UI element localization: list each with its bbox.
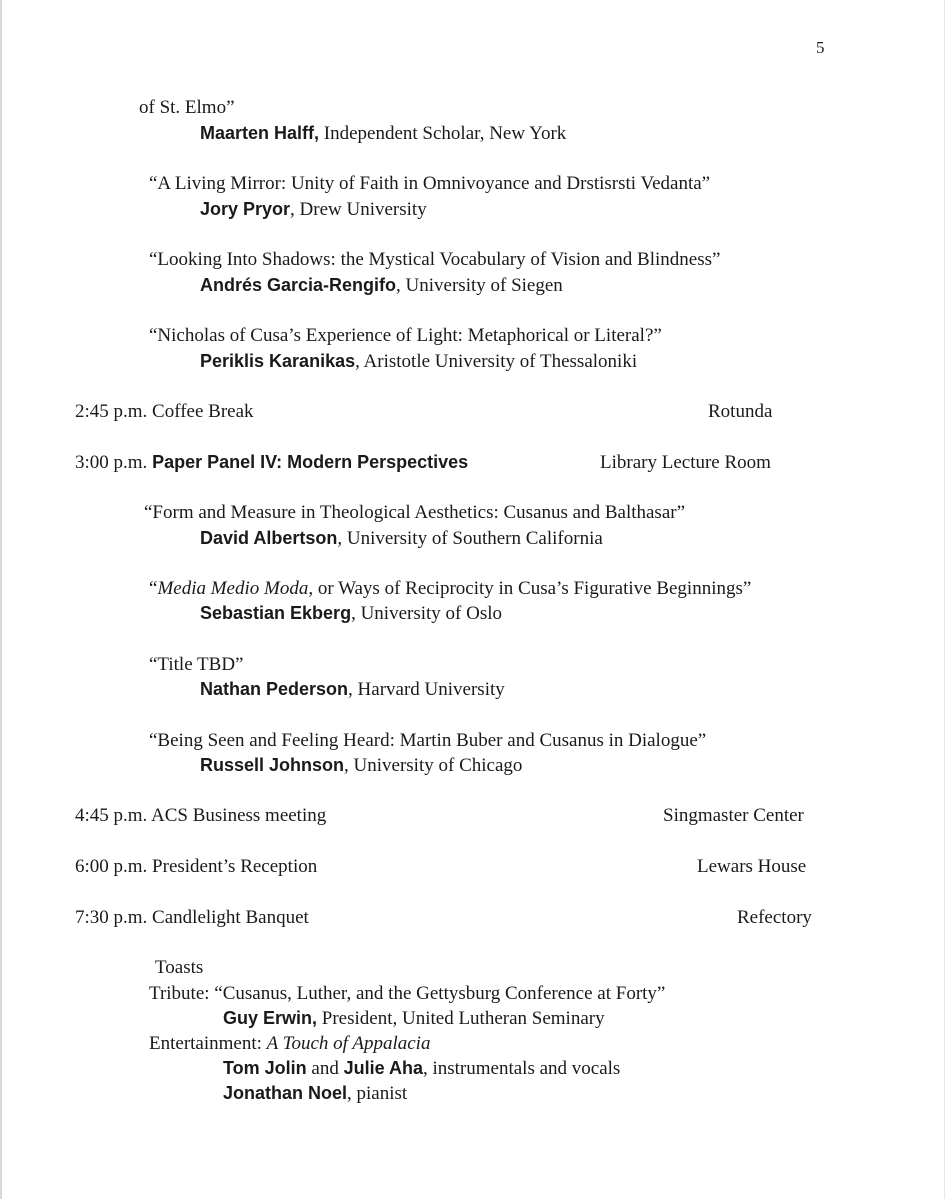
panel-title: Paper Panel IV: Modern Perspectives	[152, 452, 469, 472]
speaker-line	[200, 753, 522, 778]
schedule-location: Lewars House	[697, 856, 807, 877]
speaker-name: Guy Erwin,	[223, 1008, 318, 1028]
performer-name: Jonathan Noel	[223, 1083, 348, 1103]
paper-title: “Title TBD”	[149, 654, 244, 675]
performer-name: Tom Jolin	[223, 1058, 307, 1078]
speaker-line	[200, 349, 637, 374]
speaker-line	[200, 197, 427, 222]
speaker-name: Nathan Pederson	[200, 679, 349, 699]
entertainment-label: Entertainment:	[149, 1033, 267, 1054]
paper-title: “Form and Measure in Theological Aesthetics: Cusanus and Balthasar”	[144, 502, 686, 523]
speaker-name: David Albertson	[200, 528, 338, 548]
speaker-affiliation: , Harvard University	[348, 679, 505, 700]
paper-title-rest: , or Ways of Reciprocity in Cusa’s Figurative Beginnings”	[308, 578, 752, 599]
paper-title: “A Living Mirror: Unity of Faith in Omnivoyance and Drstisrsti Vedanta”	[149, 173, 711, 194]
schedule-location: Singmaster Center	[663, 805, 804, 826]
schedule-time-event: 4:45 p.m. ACS Business meeting	[75, 805, 327, 826]
speaker-name: Maarten Halff,	[200, 123, 320, 143]
schedule-time-event: 7:30 p.m. Candlelight Banquet	[75, 907, 309, 928]
speaker-line	[200, 273, 563, 298]
paper-title: “Being Seen and Feeling Heard: Martin Buber and Cusanus in Dialogue”	[149, 730, 707, 751]
speaker-affiliation: Independent Scholar, New York	[319, 123, 567, 144]
speaker-affiliation: , University of Oslo	[351, 603, 502, 624]
conjunction: and	[306, 1058, 344, 1079]
speaker-affiliation: President, United Lutheran Seminary	[317, 1008, 605, 1029]
speaker-line	[223, 1006, 605, 1031]
scan-edge-left	[0, 0, 2, 1199]
schedule-time: 3:00 p.m.	[75, 452, 153, 473]
speaker-line	[200, 121, 566, 146]
paper-title: “Looking Into Shadows: the Mystical Vocabulary of Vision and Blindness”	[149, 249, 721, 270]
panel-heading	[75, 450, 468, 475]
schedule-location: Refectory	[737, 907, 812, 928]
performer-role: , instrumentals and vocals	[422, 1058, 621, 1079]
speaker-name: Andrés Garcia-Rengifo	[200, 275, 397, 295]
schedule-location: Rotunda	[708, 401, 773, 422]
performer-role: , pianist	[347, 1083, 408, 1104]
paper-title	[149, 576, 751, 601]
speaker-line	[200, 526, 603, 551]
speaker-name: Russell Johnson	[200, 755, 345, 775]
tribute-line: Tribute: “Cusanus, Luther, and the Gettysburg Conference at Forty”	[149, 983, 666, 1004]
speaker-affiliation: , Drew University	[290, 199, 427, 220]
speaker-name: Jory Pryor	[200, 199, 291, 219]
pianist-line	[223, 1081, 407, 1106]
entertainment-title: A Touch of Appalacia	[266, 1033, 431, 1054]
paper-title-italic: Media Medio Moda	[157, 578, 309, 599]
speaker-name: Periklis Karanikas	[200, 351, 356, 371]
speaker-line	[200, 677, 505, 702]
performers-line	[223, 1056, 620, 1081]
paper-title: “Nicholas of Cusa’s Experience of Light: Metaphorical or Literal?”	[149, 325, 662, 346]
schedule-time-event: 2:45 p.m. Coffee Break	[75, 401, 254, 422]
entertainment-line	[149, 1031, 430, 1056]
schedule-time-event: 6:00 p.m. President’s Reception	[75, 856, 318, 877]
page-number: 5	[816, 38, 825, 57]
schedule-location: Library Lecture Room	[600, 452, 771, 473]
speaker-line	[200, 601, 502, 626]
speaker-affiliation: , Aristotle University of Thessaloniki	[355, 351, 638, 372]
speaker-affiliation: , University of Southern California	[337, 528, 603, 549]
quote-mark: “	[149, 578, 158, 599]
speaker-affiliation: , University of Chicago	[344, 755, 523, 776]
paper-title-continuation: of St. Elmo”	[139, 97, 235, 118]
speaker-name: Sebastian Ekberg	[200, 603, 352, 623]
toasts-label: Toasts	[155, 957, 204, 978]
performer-name: Julie Aha	[343, 1058, 423, 1078]
speaker-affiliation: , University of Siegen	[396, 275, 563, 296]
